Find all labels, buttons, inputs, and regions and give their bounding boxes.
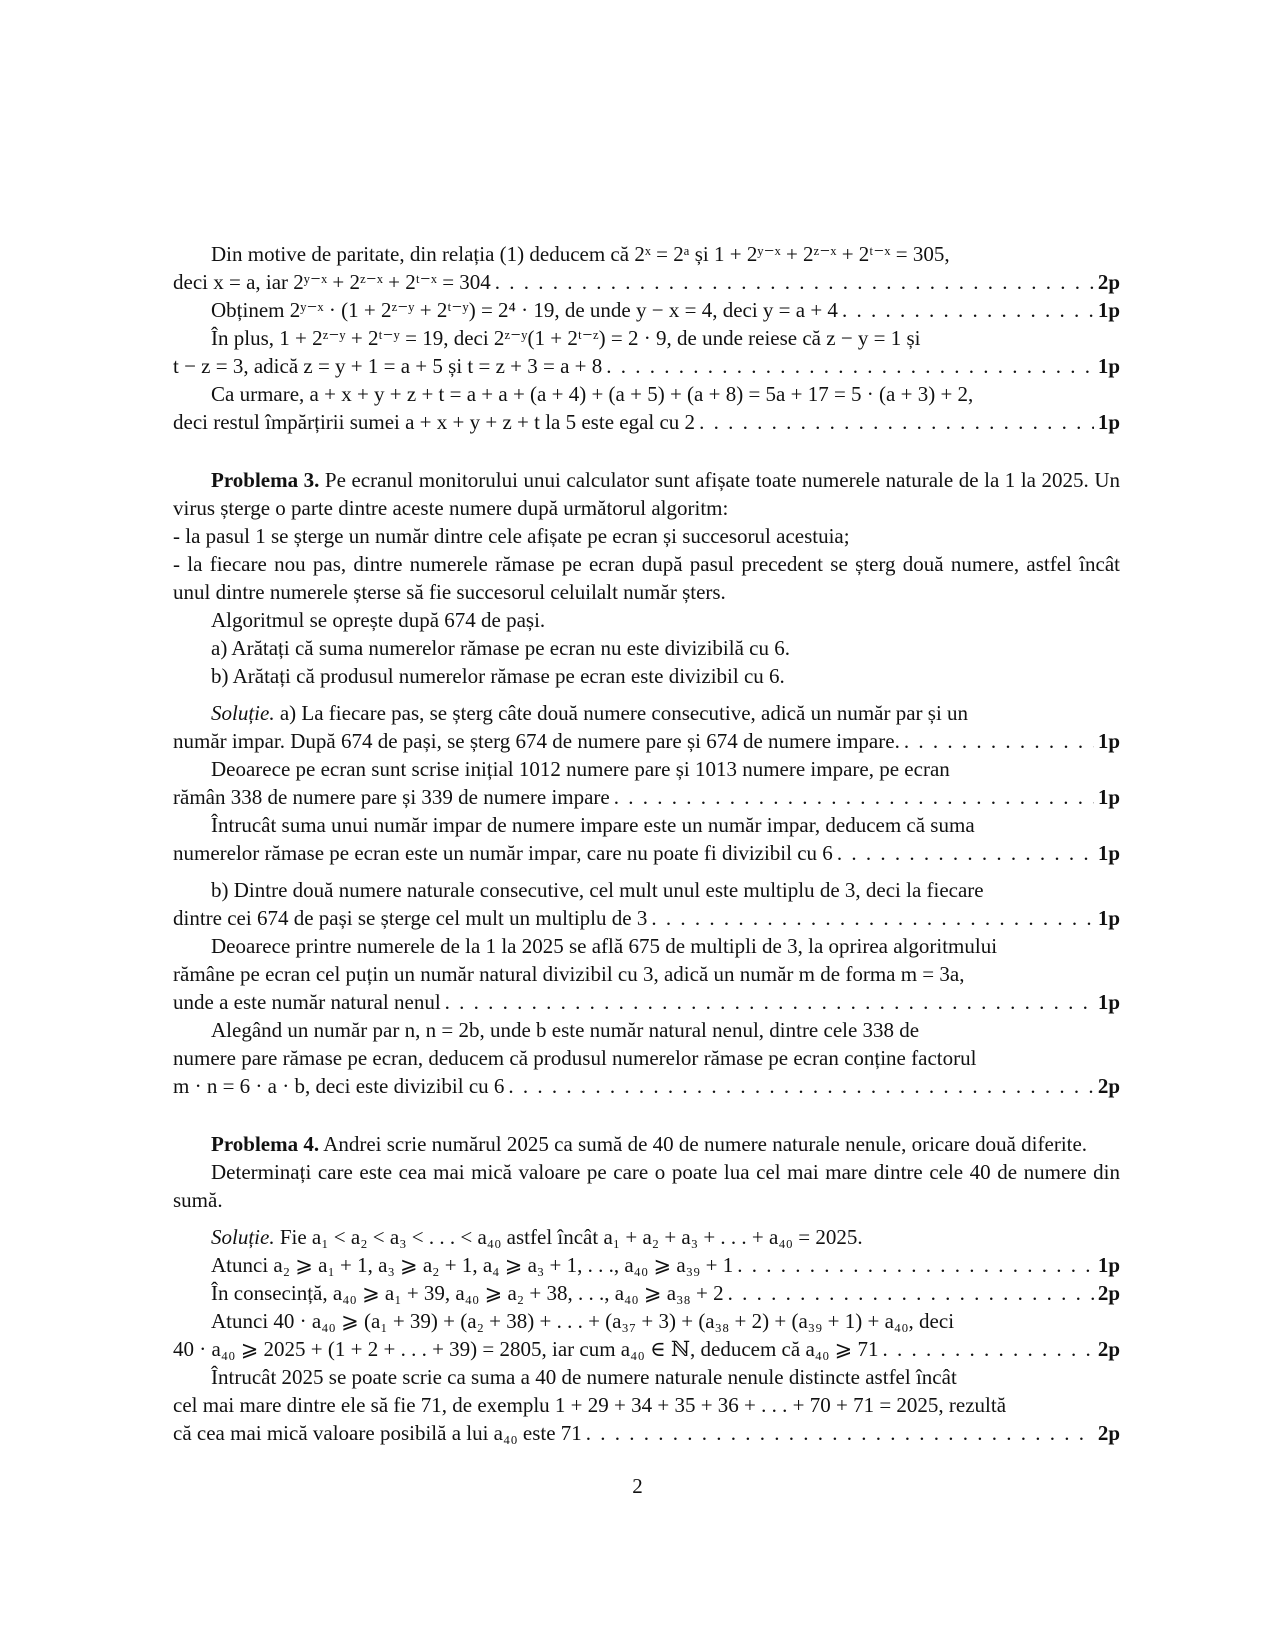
- solution-label: Soluție.: [211, 1225, 275, 1249]
- problem-4-scored-5: că cea mai mică valoare posibilă a lui a₄₀ este 71 . . . 2p: [173, 1419, 1120, 1447]
- problem-3-scored-b-2: unde a este număr natural nenul . . . 1p: [173, 988, 1120, 1016]
- points-badge: 1p: [1097, 1253, 1120, 1277]
- points-badge: 2p: [1097, 1074, 1120, 1098]
- p2-scored-line-2: deci x = a, iar 2ʸ⁻ˣ + 2ᶻ⁻ˣ + 2ᵗ⁻ˣ = 304 . . . 2p: [173, 268, 1120, 296]
- points-badge: 1p: [1097, 785, 1120, 809]
- problem-4-title: Problema 4.: [211, 1132, 320, 1156]
- problem-3-solution-a-3: Întrucât suma unui număr impar de numere impare este un număr impar, deducem că suma: [211, 813, 975, 837]
- problem-3-solution-b-2a: Deoarece printre numerele de la 1 la 2025 se află 675 de multipli de 3, la oprirea algoritmului: [211, 934, 998, 958]
- problem-3-question-a: a) Arătați că suma numerelor rămase pe ecran nu este divizibilă cu 6.: [211, 636, 790, 660]
- problem-4-statement: Problema 4. Andrei scrie numărul 2025 ca sumă de 40 de numere naturale nenule, oricare două diferite.: [211, 1132, 1088, 1156]
- problem-3-question-b: b) Arătați că produsul numerelor rămase pe ecran este divizibil cu 6.: [211, 664, 785, 688]
- points-badge: 1p: [1097, 729, 1120, 753]
- problem-3-statement: Problema 3. Pe ecranul monitorului unui calculator sunt afișate toate numerele naturale de la 1 la 2025. Un virus șterge o parte dintre aceste numere după următorul algoritm:: [173, 468, 1120, 520]
- p2-line-6: Ca urmare, a + x + y + z + t = a + a + (a + 4) + (a + 5) + (a + 8) = 5a + 17 = 5 · (a + 3) + 2,: [211, 382, 974, 406]
- problem-4-scored-3: În consecință, a₄₀ ⩾ a₁ + 39, a₄₀ ⩾ a₂ + 38, . . ., a₄₀ ⩾ a₃₈ + 2 . . . 2p: [173, 1279, 1120, 1307]
- problem-3-solution-b-3a: Alegând un număr par n, n = 2b, unde b este număr natural nenul, dintre cele 338 de: [211, 1018, 920, 1042]
- p2-scored-line-3: Obținem 2ʸ⁻ˣ · (1 + 2ᶻ⁻ʸ + 2ᵗ⁻ʸ) = 2⁴ · 19, de unde y − x = 4, deci y = a + 4 . . . 1p: [173, 296, 1120, 324]
- points-badge: 1p: [1097, 298, 1120, 322]
- points-badge: 1p: [1097, 410, 1120, 434]
- problem-3-scored-b-3: m · n = 6 · a · b, deci este divizibil cu 6 . . . 2p: [173, 1072, 1120, 1100]
- problem-4-solution-5b: cel mai mare dintre ele să fie 71, de exemplu 1 + 29 + 34 + 35 + 36 + . . . + 70 + 71 = 2025, rezultă: [173, 1393, 1007, 1417]
- solution-label: Soluție.: [211, 701, 275, 725]
- problem-4-scored-2: Atunci a₂ ⩾ a₁ + 1, a₃ ⩾ a₂ + 1, a₄ ⩾ a₃ + 1, . . ., a₄₀ ⩾ a₃₉ + 1 . . . 1p: [173, 1251, 1120, 1279]
- points-badge: 2p: [1097, 1337, 1120, 1361]
- points-badge: 1p: [1097, 990, 1120, 1014]
- problem-3-solution-b-2b: rămâne pe ecran cel puțin un număr natural divizibil cu 3, adică un număr m de forma m = 3a,: [173, 962, 965, 986]
- points-badge: 2p: [1097, 270, 1120, 294]
- problem-3-title: Problema 3.: [211, 468, 320, 492]
- points-badge: 2p: [1097, 1281, 1120, 1305]
- problem-3-stop: Algoritmul se oprește după 674 de pași.: [211, 608, 546, 632]
- problem-3-solution-b-1: b) Dintre două numere naturale consecutive, cel mult unul este multiplu de 3, deci la fiecare: [211, 878, 984, 902]
- problem-3-solution-a-2: Deoarece pe ecran sunt scrise inițial 1012 numere pare și 1013 numere impare, pe ecran: [211, 757, 950, 781]
- problem-3-scored-a-1: număr impar. După 674 de pași, se șterg 674 de numere pare și 674 de numere impare. . . . 1p: [173, 727, 1120, 755]
- p2-line-1: Din motive de paritate, din relația (1) deducem că 2ˣ = 2ᵃ și 1 + 2ʸ⁻ˣ + 2ᶻ⁻ˣ + 2ᵗ⁻ˣ = 305,: [211, 242, 950, 266]
- points-badge: 2p: [1097, 1421, 1120, 1445]
- p2-line-4: În plus, 1 + 2ᶻ⁻ʸ + 2ᵗ⁻ʸ = 19, deci 2ᶻ⁻ʸ(1 + 2ᵗ⁻ᶻ) = 2 · 9, de unde reiese că z − y = 1 și: [211, 326, 921, 350]
- problem-4-solution-5a: Întrucât 2025 se poate scrie ca suma a 40 de numere naturale nenule distincte astfel încât: [211, 1365, 957, 1389]
- points-badge: 1p: [1097, 354, 1120, 378]
- problem-3-scored-a-3: numerelor rămase pe ecran este un număr impar, care nu poate fi divizibil cu 6 . . . 1p: [173, 839, 1120, 867]
- problem-4-scored-4: 40 · a₄₀ ⩾ 2025 + (1 + 2 + . . . + 39) = 2805, iar cum a₄₀ ∈ ℕ, deducem că a₄₀ ⩾ 71 . . . 2p: [173, 1335, 1120, 1363]
- problem-3-solution-b-3b: numere pare rămase pe ecran, deducem că produsul numerelor rămase pe ecran conține factorul: [173, 1046, 977, 1070]
- page-content: [173, 240, 1120, 1447]
- p2-scored-line-7: deci restul împărțirii sumei a + x + y + z + t la 5 este egal cu 2 . . . 1p: [173, 408, 1120, 436]
- page-number: 2: [632, 1474, 643, 1498]
- problem-3-solution-a-1: Soluție. a) La fiecare pas, se șterg câte două numere consecutive, adică un număr par și un: [211, 701, 969, 725]
- problem-3-scored-a-2: rămân 338 de numere pare și 339 de numere impare . . . 1p: [173, 783, 1120, 811]
- points-badge: 1p: [1097, 841, 1120, 865]
- problem-3-step-1: - la pasul 1 se șterge un număr dintre cele afișate pe ecran și succesorul acestuia;: [173, 524, 850, 548]
- problem-4-solution-1: Soluție. Fie a₁ < a₂ < a₃ < . . . < a₄₀ astfel încât a₁ + a₂ + a₃ + . . . + a₄₀ = 2025.: [211, 1225, 863, 1249]
- points-badge: 1p: [1097, 906, 1120, 930]
- p2-scored-line-5: t − z = 3, adică z = y + 1 = a + 5 și t = z + 3 = a + 8 . . . 1p: [173, 352, 1120, 380]
- problem-3-scored-b-1: dintre cei 674 de pași se șterge cel mult un multiplu de 3 . . . 1p: [173, 904, 1120, 932]
- problem-3-step-2: - la fiecare nou pas, dintre numerele rămase pe ecran după pasul precedent se șterg două numere, astfel încât unul dintre numerele șterse să fie succesorul celuilalt număr șters.: [173, 552, 1120, 604]
- problem-4-solution-4: Atunci 40 · a₄₀ ⩾ (a₁ + 39) + (a₂ + 38) + . . . + (a₃₇ + 3) + (a₃₈ + 2) + (a₃₉ + 1) + a₄₀, deci: [211, 1309, 955, 1333]
- problem-4-question: Determinați care este cea mai mică valoare pe care o poate lua cel mai mare dintre cele 40 de numere din sumă.: [173, 1160, 1120, 1212]
